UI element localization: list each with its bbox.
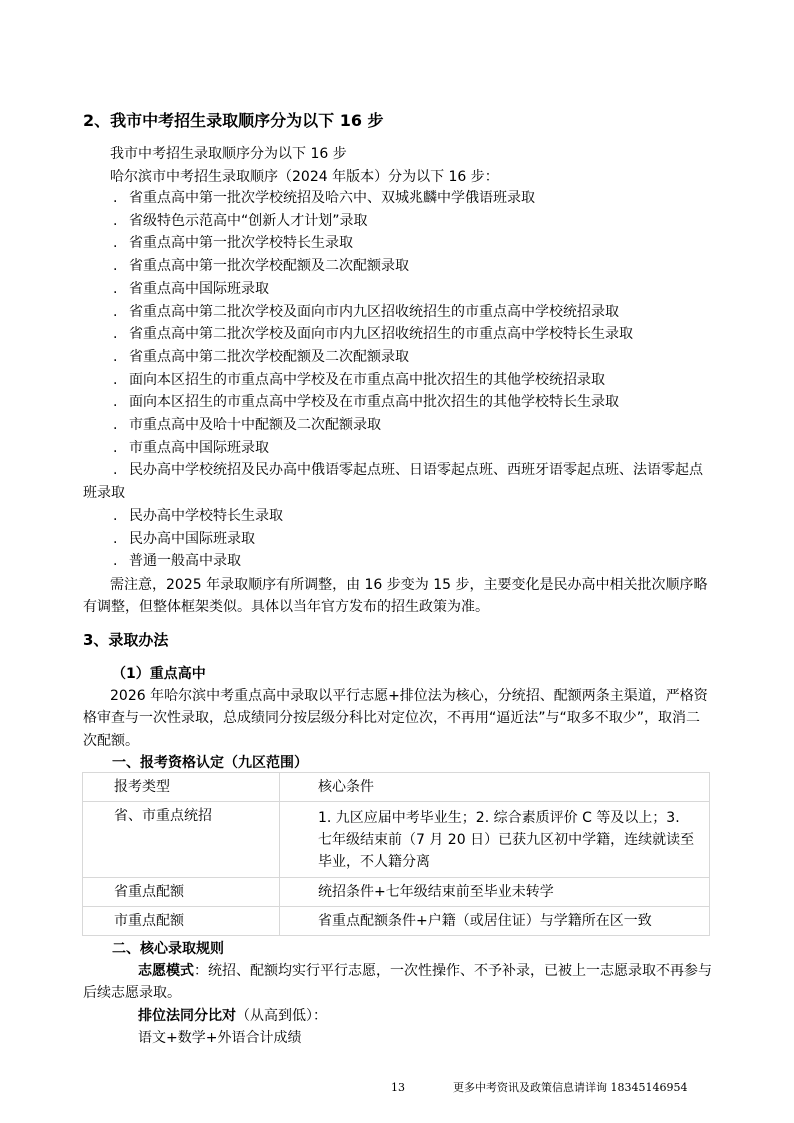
bullet-mark: . <box>113 371 118 388</box>
step-text: 省重点高中第二批次学校及面向市内九区招收统招生的市重点高中学校统招录取 <box>129 303 619 320</box>
bullet-mark: . <box>113 258 118 275</box>
footer-contact: 更多中考资讯及政策信息请详询 18345146954 <box>453 1081 688 1094</box>
list-item <box>83 187 723 210</box>
rule-label: 排位法同分比对 <box>138 1008 236 1024</box>
rule-text: ：统招、配额均实行平行志愿，一次性操作、不予补录，已被上一志愿录取不再参与后续志愿录取。 <box>83 963 712 1002</box>
step-text: 省重点高中第二批次学校及面向市内九区招收统招生的市重点高中学校特长生录取 <box>129 326 633 343</box>
eligibility-table <box>82 772 710 936</box>
rule-volunteer-mode <box>83 960 713 1005</box>
section-2-note: 需注意，2025 年录取顺序有所调整，由 16 步变为 15 步，主要变化是民办高中相关批次顺序略有调整，但整体框架类似。具体以当年官方发布的招生政策为准。 <box>83 577 708 616</box>
table-cell-type: 市重点配额 <box>83 907 280 936</box>
bullet-mark: . <box>113 303 118 320</box>
step-text: 市重点高中国际班录取 <box>129 439 269 456</box>
step-text: 省重点高中第一批次学校统招及哈六中、双城兆麟中学俄语班录取 <box>129 190 535 206</box>
bullet-mark: . <box>113 235 118 252</box>
step-text: 面向本区招生的市重点高中学校及在市重点高中批次招生的其他学校统招录取 <box>129 371 605 388</box>
admission-steps-list <box>83 187 723 573</box>
key-high-school-subheading: （1）重点高中 <box>112 666 206 682</box>
step-text: 民办高中学校特长生录取 <box>129 507 283 524</box>
step-text: 省重点高中第一批次学校特长生录取 <box>129 235 353 252</box>
rule-label: 志愿模式 <box>138 963 194 979</box>
table-cell-conditions: 省重点配额条件+户籍（或居住证）与学籍所在区一致 <box>280 907 710 936</box>
table-cell-type: 省重点配额 <box>83 878 280 907</box>
list-item <box>83 278 723 301</box>
bullet-mark: . <box>113 212 118 229</box>
bullet-mark: . <box>113 507 118 524</box>
list-item <box>83 528 723 551</box>
tiebreak-item: 语文+数学+外语合计成绩 <box>138 1030 302 1046</box>
list-item <box>83 255 723 278</box>
section-2-heading: 2、我市中考招生录取顺序分为以下 16 步 <box>83 111 384 130</box>
list-item <box>83 232 723 255</box>
page-number: 13 <box>391 1081 405 1094</box>
table-cell-conditions: 1. 九区应届中考毕业生；2. 综合素质评价 C 等及以上；3. 七年级结束前（7 月 20 日）已获九区初中学籍，连续就读至毕业，不人籍分离 <box>280 802 710 878</box>
list-item <box>83 323 723 346</box>
bullet-mark: . <box>113 530 118 547</box>
list-item <box>83 437 723 460</box>
step-text: 普通一般高中录取 <box>129 553 241 570</box>
eligibility-heading: 一、报考资格认定（九区范围） <box>112 755 308 771</box>
list-item <box>83 459 713 504</box>
section-3-heading: 3、录取办法 <box>83 631 169 649</box>
bullet-mark: . <box>113 553 118 570</box>
step-text: 民办高中学校统招及民办高中俄语零起点班、日语零起点班、西班牙语零起点班、法语零起点班录取 <box>83 462 703 502</box>
bullet-mark: . <box>113 348 118 365</box>
step-text: 民办高中国际班录取 <box>129 530 255 547</box>
list-item <box>83 369 723 392</box>
bullet-mark: . <box>113 417 118 434</box>
step-text: 省重点高中第二批次学校配额及二次配额录取 <box>129 348 409 365</box>
table-cell-type: 省、市重点统招 <box>83 802 280 878</box>
bullet-mark: . <box>113 280 118 297</box>
list-item <box>83 391 723 414</box>
step-text: 市重点高中及哈十中配额及二次配额录取 <box>129 417 381 434</box>
table-header-cell: 报考类型 <box>83 773 280 802</box>
table-row <box>83 907 710 936</box>
table-row <box>83 878 710 907</box>
table-header-row <box>83 773 710 802</box>
step-text: 省重点高中国际班录取 <box>129 280 269 297</box>
section-2-intro-2: 哈尔滨市中考招生录取顺序（2024 年版本）分为以下 16 步： <box>110 169 499 185</box>
core-rules-heading: 二、核心录取规则 <box>112 941 224 957</box>
section-2-intro-1: 我市中考招生录取顺序分为以下 16 步 <box>110 146 347 162</box>
bullet-mark: . <box>113 326 118 343</box>
step-text: 面向本区招生的市重点高中学校及在市重点高中批次招生的其他学校特长生录取 <box>129 394 619 411</box>
list-item <box>83 301 723 324</box>
list-item <box>83 414 723 437</box>
bullet-mark: . <box>113 190 118 206</box>
rule-text: （从高到低）： <box>236 1008 327 1024</box>
bullet-mark: . <box>113 462 118 479</box>
list-item <box>83 346 723 369</box>
table-cell-conditions: 统招条件+七年级结束前至毕业未转学 <box>280 878 710 907</box>
list-item <box>83 505 723 528</box>
bullet-mark: . <box>113 439 118 456</box>
table-row <box>83 802 710 878</box>
list-item <box>83 550 723 573</box>
bullet-mark: . <box>113 394 118 411</box>
key-high-school-paragraph: 2026 年哈尔滨中考重点高中录取以平行志愿+排位法为核心，分统招、配额两条主渠道，严格资格审查与一次性录取，总成绩同分按层级分科比对定位次，不再用“逼近法”与“取多不取少”，取消二次配额。 <box>83 688 708 749</box>
list-item <box>83 210 723 233</box>
table-header-cell: 核心条件 <box>280 773 710 802</box>
rule-tiebreak <box>138 1005 327 1027</box>
step-text: 省重点高中第一批次学校配额及二次配额录取 <box>129 258 409 275</box>
step-text: 省级特色示范高中“创新人才计划”录取 <box>129 212 368 229</box>
